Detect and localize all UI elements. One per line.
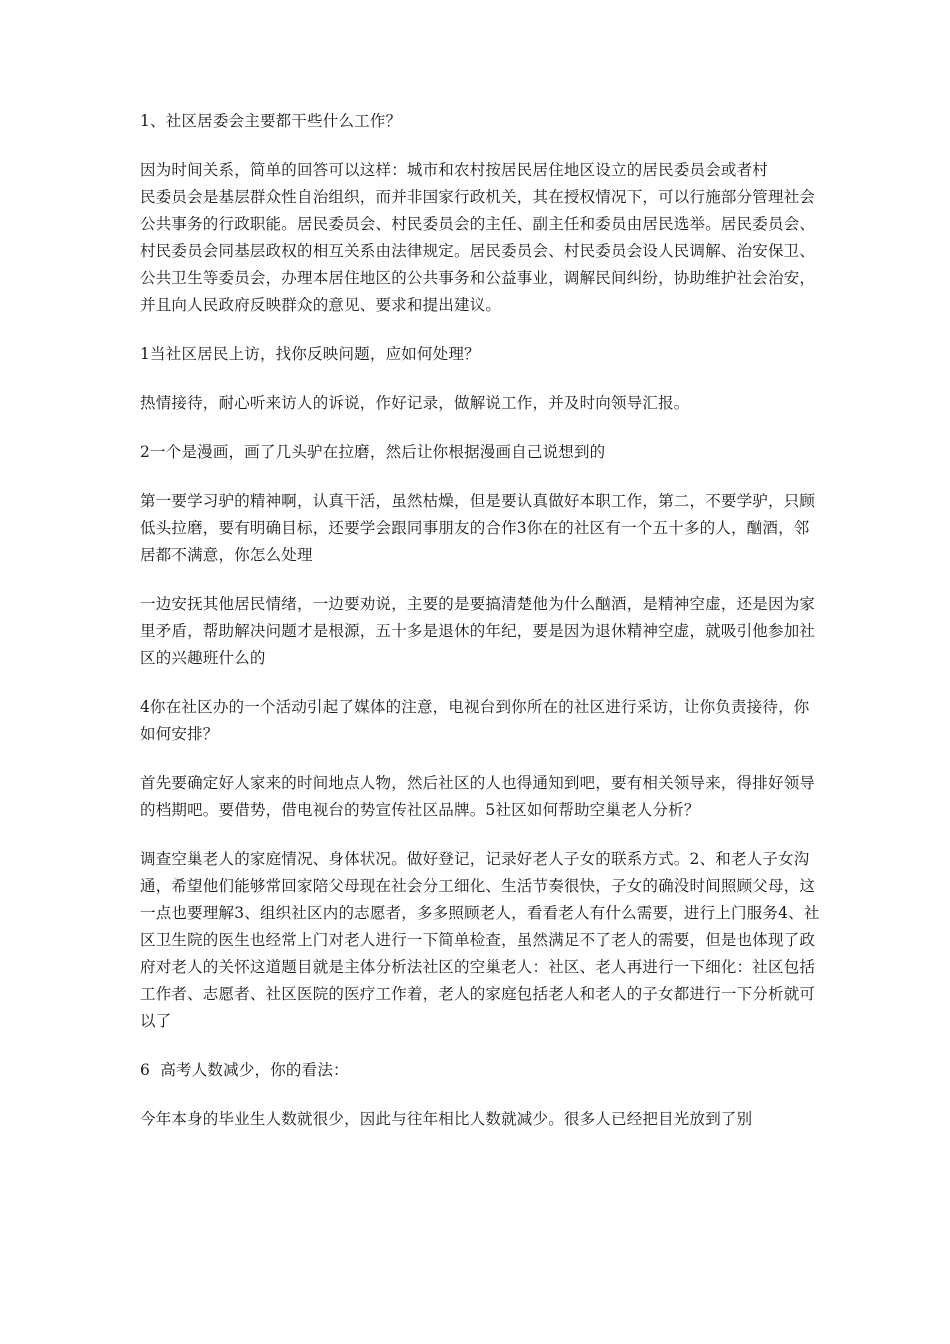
answer-paragraph: 调查空巢老人的家庭情况、身体状况。做好登记，记录好老人子女的联系方式。2、和老人子女沟通，希望他们能够常回家陪父母现在社会分工细化、生活节奏很快，子女的确没时间照顾父母，这一点也要理解3、组织社区内的志愿者，多多照顾老人，看看老人有什么需要，进行上门服务4、社区卫生院的医生也经常上门对老人进行一下简单检查，虽然满足不了老人的需要，但是也体现了政府对老人的关怀这道题目就是主体分析法社区的空巢老人：社区、老人再进行一下细化：社区包括工作者、志愿者、社区医院的医疗工作着，老人的家庭包括老人和老人的子女都进行一下分析就可以了 — [140, 850, 820, 1030]
document-body — [140, 108, 820, 1155]
question-heading: 6 高考人数减少，你的看法： — [140, 1061, 349, 1079]
answer-paragraph: 一边安抚其他居民情绪，一边要劝说，主要的是要搞清楚他为什么酗酒，是精神空虚，还是因为家里矛盾，帮助解决问题才是根源，五十多是退休的年纪，要是因为退休精神空虚，就吸引他参加社区的兴趣班什么的 — [140, 595, 816, 667]
answer-paragraph: 首先要确定好人家来的时间地点人物，然后社区的人也得通知到吧，要有相关领导来，得排好领导的档期吧。要借势，借电视台的势宣传社区品牌。5社区如何帮助空巢老人分析？ — [140, 774, 816, 819]
question-heading: 2一个是漫画，画了几头驴在拉磨，然后让你根据漫画自己说想到的 — [140, 443, 606, 461]
answer-paragraph: 第一要学习驴的精神啊，认真干活，虽然枯燥，但是要认真做好本职工作，第二，不要学驴，只顾低头拉磨，要有明确目标，还要学会跟同事朋友的合作3你在的社区有一个五十多的人，酗酒，邻居都不满意，你怎么处理 — [140, 492, 816, 564]
question-heading: 4你在社区办的一个活动引起了媒体的注意，电视台到你所在的社区进行采访，让你负责接待，你如何安排？ — [140, 698, 810, 743]
answer-paragraph: 今年本身的毕业生人数就很少，因此与往年相比人数就减少。很多人已经把目光放到了别 — [140, 1110, 753, 1128]
answer-paragraph: 热情接待，耐心听来访人的诉说，作好记录，做解说工作，并及时向领导汇报。 — [140, 394, 690, 412]
question-heading: 1当社区居民上访，找你反映问题，应如何处理？ — [140, 345, 480, 363]
question-heading: 1、社区居委会主要都干些什么工作？ — [140, 112, 402, 130]
answer-paragraph: 因为时间关系，简单的回答可以这样：城市和农村按居民居住地区设立的居民委员会或者村 民委员会是基层群众性自治组织，而并非国家行政机关，其在授权情况下，可以行施部分管理社会公共事务的行政职能。居民委员会、村民委员会的主任、副主任和委员由居民选举。居民委员会、村民委员会同基层政权的相互关系由法律规定。居民委员会、村民委员会设人民调解、治安保卫、公共卫生等委员会，办理本居住地区的公共事务和公益事业，调解民间纠纷，协助维护社会治安，并且向人民政府反映群众的意见、要求和提出建议。 — [140, 161, 816, 314]
